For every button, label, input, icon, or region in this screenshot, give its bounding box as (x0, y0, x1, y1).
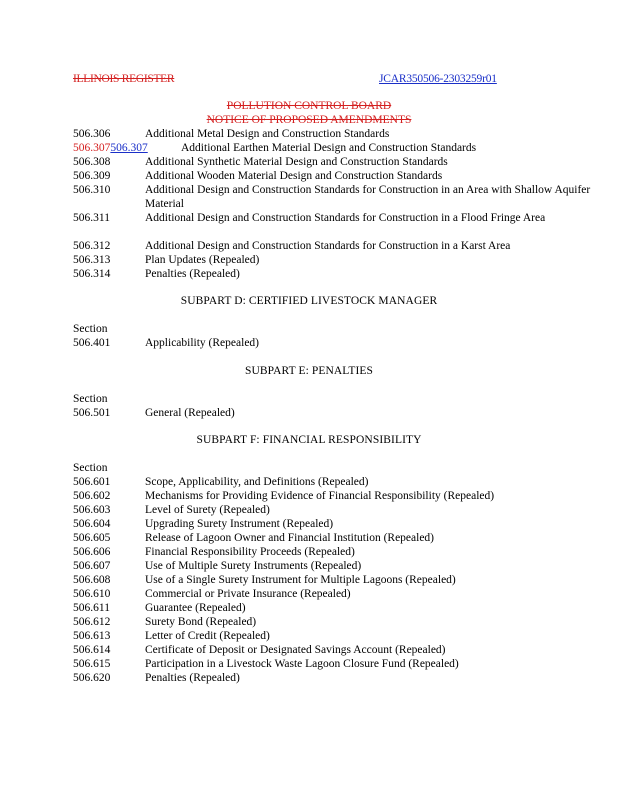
agency-board: POLLUTION CONTROL BOARD (226, 100, 392, 112)
subpart-e-heading: SUBPART E: PENALTIES (244, 365, 374, 377)
section-number: 506.605 (73, 532, 111, 544)
section-title: Upgrading Surety Instrument (Repealed) (145, 518, 334, 530)
deleted-section-number: 506.307 (73, 142, 111, 154)
section-title: Additional Design and Construction Standards for Construction in an Area with Shallow Aquifer Material (145, 184, 591, 210)
section-title: Letter of Credit (Repealed) (145, 630, 270, 642)
section-number: 506.603 (73, 504, 111, 516)
section-number: 506.607 (73, 560, 111, 572)
section-number: 506.601 (73, 476, 111, 488)
section-number: 506.312 (73, 240, 111, 252)
document-id-link[interactable]: JCAR350506-2303259r01 (379, 73, 497, 85)
section-number: 506.311 (73, 212, 110, 224)
notice-title: NOTICE OF PROPOSED AMENDMENTS (206, 114, 412, 126)
section-title: Additional Design and Construction Standards for Construction in a Karst Area (145, 240, 511, 252)
register-header: ILLINOIS REGISTER (73, 73, 175, 85)
section-number: 506.313 (73, 254, 111, 266)
section-title: Use of Multiple Surety Instruments (Repealed) (145, 560, 362, 572)
section-number: 506.306 (73, 128, 111, 140)
section-number: 506.604 (73, 518, 111, 530)
section-number: 506.612 (73, 616, 111, 628)
section-title: Additional Design and Construction Standards for Construction in a Flood Fringe Area (145, 212, 546, 224)
section-number: 506.309 (73, 170, 111, 182)
section-number: 506.620 (73, 672, 111, 684)
section-title: Scope, Applicability, and Definitions (Repealed) (145, 476, 369, 488)
section-title: Applicability (Repealed) (145, 337, 260, 349)
section-label: Section (73, 462, 108, 474)
section-title: Mechanisms for Providing Evidence of Financial Responsibility (Repealed) (145, 490, 495, 502)
section-title: Plan Updates (Repealed) (145, 254, 260, 266)
subpart-d-heading: SUBPART D: CERTIFIED LIVESTOCK MANAGER (180, 295, 438, 307)
section-title: Penalties (Repealed) (145, 672, 240, 684)
section-title: Commercial or Private Insurance (Repealed) (145, 588, 351, 600)
section-number: 506.606 (73, 546, 111, 558)
section-title: Certificate of Deposit or Designated Savings Account (Repealed) (145, 644, 446, 656)
section-title: Financial Responsibility Proceeds (Repealed) (145, 546, 355, 558)
section-number: 506.611 (73, 602, 110, 614)
section-label: Section (73, 393, 108, 405)
section-number: 506.613 (73, 630, 111, 642)
section-title: Guarantee (Repealed) (145, 602, 246, 614)
section-number: 506.615 (73, 658, 111, 670)
section-number: 506.314 (73, 268, 111, 280)
section-title: Additional Earthen Material Design and Construction Standards (181, 142, 477, 154)
section-title: Additional Wooden Material Design and Construction Standards (145, 170, 443, 182)
section-title: Level of Surety (Repealed) (145, 504, 270, 516)
section-label: Section (73, 323, 108, 335)
section-title: Additional Metal Design and Construction Standards (145, 128, 390, 140)
section-title: Additional Synthetic Material Design and Construction Standards (145, 156, 448, 168)
section-title: Penalties (Repealed) (145, 268, 240, 280)
section-number: 506.614 (73, 644, 111, 656)
section-number: 506.610 (73, 588, 111, 600)
section-title: General (Repealed) (145, 407, 235, 419)
section-title: Use of a Single Surety Instrument for Multiple Lagoons (Repealed) (145, 574, 456, 586)
section-number: 506.308 (73, 156, 111, 168)
section-title: Participation in a Livestock Waste Lagoon Closure Fund (Repealed) (145, 658, 459, 670)
section-title: Surety Bond (Repealed) (145, 616, 257, 628)
inserted-section-number[interactable]: 506.307 (110, 142, 148, 154)
section-number: 506.602 (73, 490, 111, 502)
section-title: Release of Lagoon Owner and Financial Institution (Repealed) (145, 532, 435, 544)
section-number: 506.401 (73, 337, 111, 349)
section-number: 506.608 (73, 574, 111, 586)
section-number: 506.310 (73, 184, 111, 196)
subpart-f-heading: SUBPART F: FINANCIAL RESPONSIBILITY (196, 434, 422, 446)
section-number: 506.501 (73, 407, 111, 419)
